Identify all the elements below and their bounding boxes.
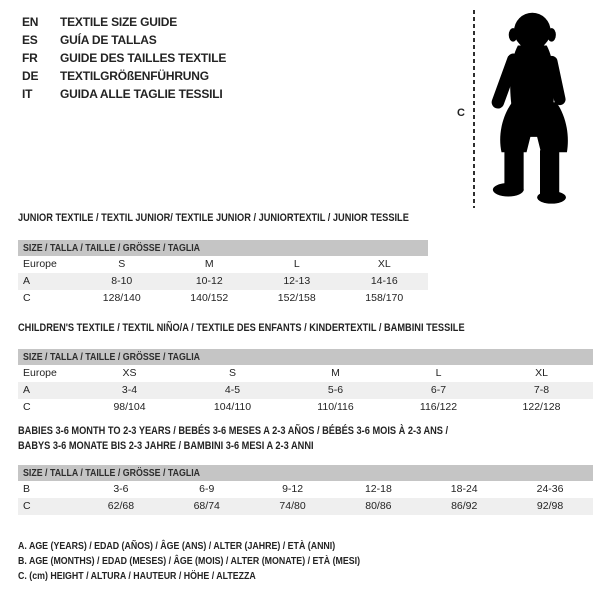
cell-value: 116/122 [419,401,458,413]
table-row-age-months [18,481,593,498]
column-header: L [435,367,442,379]
cell-value: 4-5 [224,384,241,396]
row-label: B [23,483,31,495]
language-row-it [22,85,226,103]
footnote-c: C. (cm) HEIGHT / ALTURA / HAUTEUR / HÖHE / ALTEZZA [18,570,256,582]
cell-value: 12-18 [364,483,392,495]
row-label: A [23,275,31,287]
size-header-text: SIZE / TALLA / TAILLE / GRÖSSE / TAGLIA [23,242,201,254]
language-title-list [22,13,226,103]
toddler-silhouette-image [482,6,598,208]
junior-section-title: JUNIOR TEXTILE / TEXTIL JUNIOR/ TEXTILE JUNIOR / JUNIORTEXTIL / JUNIOR TESSILE [18,212,409,224]
table-row-age [18,382,593,399]
column-header: M [204,258,214,270]
language-title: TEXTILGRÖßENFÜHRUNG [60,69,209,83]
cell-value: 8-10 [111,275,133,287]
footnote-b: B. AGE (MONTHS) / EDAD (MESES) / ÂGE (MOIS) / ALTER (MONATE) / ETÀ (MESI) [18,555,361,567]
height-measure-dashed-line [473,10,475,208]
cell-value: 98/104 [113,401,146,413]
table-row-europe [18,256,428,273]
cell-value: 6-7 [430,384,447,396]
column-header: S [118,258,126,270]
language-row-en [22,13,226,31]
column-header: XS [122,367,137,379]
column-header: XL [535,367,548,379]
size-header-text: SIZE / TALLA / TAILLE / GRÖSSE / TAGLIA [23,351,201,363]
cell-value: 92/98 [536,500,564,512]
cell-value: 3-6 [113,483,129,495]
language-code: EN [22,15,39,29]
size-header-band [18,349,593,365]
footnote-a: A. AGE (YEARS) / EDAD (AÑOS) / ÂGE (ANS) / ALTER (JAHRE) / ETÀ (ANNI) [18,540,336,552]
babies-title-line2: BABYS 3-6 MONATE BIS 2-3 JAHRE / BAMBINI 3-6 MESI A 2-3 ANNI [18,440,314,452]
language-code: IT [22,87,33,101]
language-title: GUIDE DES TAILLES TEXTILE [60,51,227,65]
cell-value: 5-6 [327,384,344,396]
column-header: XL [377,258,391,270]
row-label: C [23,401,31,413]
row-label: Europe [23,258,57,270]
cell-value: 80/86 [365,500,392,512]
cell-value: 7-8 [533,384,550,396]
table-row-height [18,290,428,307]
language-code: DE [22,69,39,83]
cell-value: 158/170 [365,292,404,304]
language-row-fr [22,49,226,67]
table-row-height [18,498,593,515]
cell-value: 9-12 [282,483,304,495]
row-label: C [23,292,31,304]
babies-size-table [18,465,593,515]
babies-title-line1: BABIES 3-6 MONTH TO 2-3 YEARS / BEBÉS 3-6 MESES A 2-3 AÑOS / BÉBÉS 3-6 MOIS À 2-3 ANS / [18,425,449,437]
language-code: FR [22,51,38,65]
cell-value: 122/128 [522,401,561,413]
cell-value: 10-12 [195,275,223,287]
cell-value: 14-16 [370,275,398,287]
junior-size-table [18,240,428,307]
cell-value: 86/92 [451,500,478,512]
cell-value: 74/80 [279,500,306,512]
size-header-text: SIZE / TALLA / TAILLE / GRÖSSE / TAGLIA [23,467,201,479]
cell-value: 68/74 [193,500,220,512]
table-row-height [18,399,593,416]
children-size-table [18,349,593,416]
cell-value: 110/116 [317,401,354,413]
table-row-europe [18,365,593,382]
cell-value: 6-9 [199,483,215,495]
cell-value: 24-36 [536,483,564,495]
height-marker-label: C [457,107,465,119]
row-label: A [23,384,31,396]
cell-value: 152/158 [277,292,316,304]
cell-value: 18-24 [450,483,478,495]
column-header: S [228,367,236,379]
language-row-de [22,67,226,85]
cell-value: 128/140 [102,292,141,304]
footnotes [18,539,425,584]
cell-value: 12-13 [283,275,311,287]
language-code: ES [22,33,38,47]
cell-value: 140/152 [190,292,229,304]
row-label: C [23,500,31,512]
row-label: Europe [23,367,57,379]
language-row-es [22,31,226,49]
column-header: L [293,258,300,270]
cell-value: 104/110 [213,401,252,413]
cell-value: 62/68 [107,500,135,512]
column-header: M [331,367,340,379]
size-header-band [18,240,428,256]
size-header-band [18,465,593,481]
children-section-title: CHILDREN'S TEXTILE / TEXTIL NIÑO/A / TEXTILE DES ENFANTS / KINDERTEXTIL / BAMBINI TESSILE [18,322,465,334]
language-title: GUÍA DE TALLAS [60,33,157,47]
language-title: GUIDA ALLE TAGLIE TESSILI [60,87,223,101]
cell-value: 3-4 [121,384,138,396]
babies-section-title [18,424,530,454]
language-title: TEXTILE SIZE GUIDE [60,15,178,29]
table-row-age [18,273,428,290]
